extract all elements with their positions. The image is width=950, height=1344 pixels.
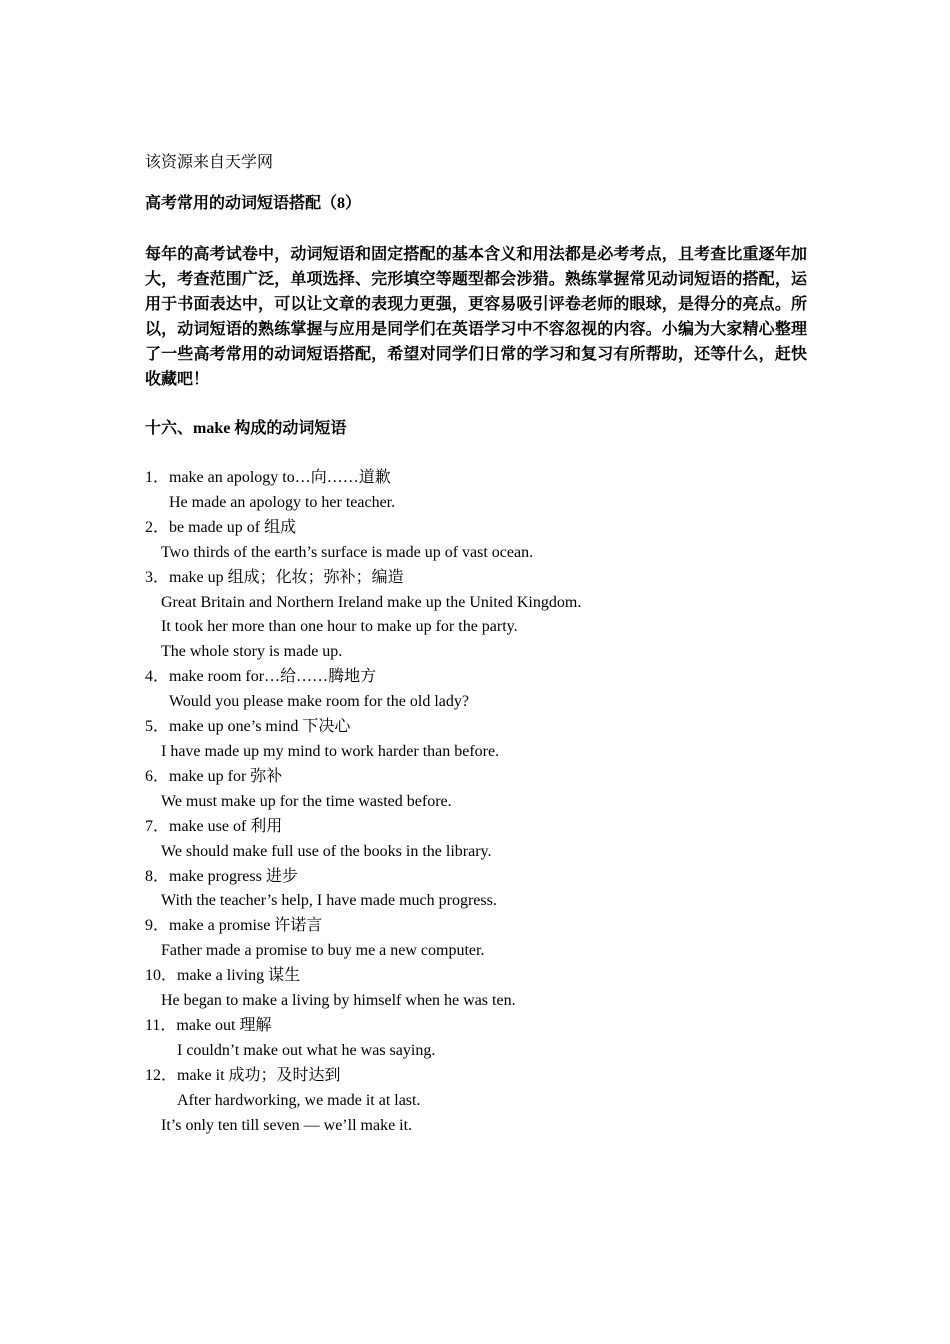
phrase-item: 4．make room for…给……腾地方 xyxy=(145,668,377,686)
example-sentence: He began to make a living by himself when he was ten. xyxy=(161,992,516,1010)
example-sentence: It’s only ten till seven — we’ll make it. xyxy=(161,1116,413,1134)
phrase-list xyxy=(145,466,807,1138)
example-sentence: He made an apology to her teacher. xyxy=(169,493,396,511)
example-sentence: I couldn’t make out what he was saying. xyxy=(177,1041,436,1059)
example-sentence: I have made up my mind to work harder than before. xyxy=(161,742,500,760)
intro-paragraph: 每年的高考试卷中，动词短语和固定搭配的基本含义和用法都是必考考点，且考查比重逐年加大，考查范围广泛，单项选择、完形填空等题型都会涉猎。熟练掌握常见动词短语的搭配，运用于书面表达中，可以让文章的表现力更强，更容易吸引评卷老师的眼球，是得分的亮点。所以，动词短语的熟练掌握与应用是同学们在英语学习中不容忽视的内容。小编为大家精心整理了一些高考常用的动词短语搭配，希望对同学们日常的学习和复习有所帮助，还等什么，赶快收藏吧！ xyxy=(145,246,807,388)
example-sentence: Two thirds of the earth’s surface is made up of vast ocean. xyxy=(161,543,534,561)
phrase-item: 6．make up for 弥补 xyxy=(145,767,283,785)
source-note: 该资源来自天学网 xyxy=(145,154,274,171)
example-sentence: It took her more than one hour to make up for the party. xyxy=(161,618,518,636)
phrase-item: 10．make a living 谋生 xyxy=(145,967,301,985)
phrase-item: 1．make an apology to…向……道歉 xyxy=(145,469,391,486)
example-sentence: Father made a promise to buy me a new computer. xyxy=(161,942,485,960)
document-page xyxy=(145,150,807,1138)
example-sentence: We must make up for the time wasted before. xyxy=(161,792,452,810)
example-sentence: After hardworking, we made it at last. xyxy=(177,1091,421,1109)
phrase-item: 5．make up one’s mind 下决心 xyxy=(145,718,351,736)
example-sentence: We should make full use of the books in the library. xyxy=(161,842,492,860)
phrase-item: 2．be made up of 组成 xyxy=(145,518,297,536)
phrase-item: 7．make use of 利用 xyxy=(145,817,283,835)
example-sentence: The whole story is made up. xyxy=(161,643,343,661)
example-sentence: With the teacher’s help, I have made much progress. xyxy=(161,892,497,910)
example-sentence: Great Britain and Northern Ireland make up the United Kingdom. xyxy=(161,593,582,611)
phrase-item: 3．make up 组成；化妆；弥补；编造 xyxy=(145,568,404,586)
section-heading: 十六、make 构成的动词短语 xyxy=(145,420,347,437)
phrase-item: 11．make out 理解 xyxy=(145,1016,272,1034)
phrase-item: 8．make progress 进步 xyxy=(145,867,298,885)
document-title: 高考常用的动词短语搭配（8） xyxy=(145,195,362,212)
phrase-item: 12．make it 成功；及时达到 xyxy=(145,1066,341,1084)
example-sentence: Would you please make room for the old lady? xyxy=(169,693,469,711)
phrase-item: 9．make a promise 许诺言 xyxy=(145,917,323,935)
